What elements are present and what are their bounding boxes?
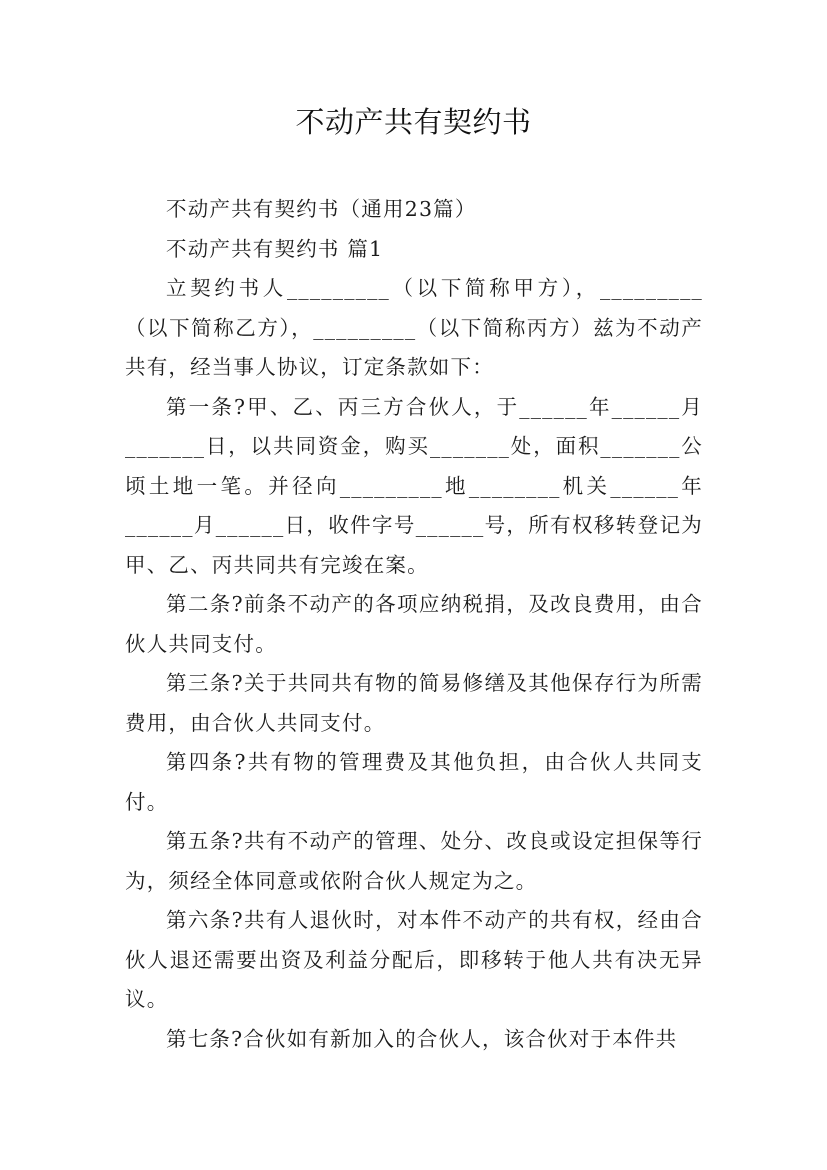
paragraph-article-5: 第五条?共有不动产的管理、处分、改良或设定担保等行为，须经全体同意或依附合伙人规定为之。 bbox=[125, 829, 703, 893]
paragraph-article-7: 第七条?合伙如有新加入的合伙人，该合伙对于本件共 bbox=[166, 1026, 678, 1051]
paragraph-preamble: 立契约书人_________（以下简称甲方），_________（以下简称乙方），_________（以下简称丙方）兹为不动产共有，经当事人协议，订定条款如下： bbox=[125, 276, 703, 379]
paragraph-subtitle: 不动产共有契约书（通用23篇） bbox=[166, 197, 477, 221]
paragraph-article-2: 第二条?前条不动产的各项应纳税捐，及改良费用，由合伙人共同支付。 bbox=[125, 592, 703, 656]
document-body bbox=[125, 190, 703, 1059]
paragraph-article-6: 第六条?共有人退伙时，对本件不动产的共有权，经由合伙人退还需要出资及利益分配后，即移转于他人共有决无异议。 bbox=[125, 908, 703, 1011]
paragraph-article-3: 第三条?关于共同共有物的简易修缮及其他保存行为所需费用，由合伙人共同支付。 bbox=[125, 671, 703, 735]
paragraph-article-1: 第一条?甲、乙、丙三方合伙人，于______年______月_______日，以共同资金，购买_______处，面积_______公顷土地一笔。并径向_________地________机关______年______月______日，收件字号______号，所有权移转登记为甲、乙、丙共同共有完竣在案。 bbox=[125, 394, 703, 577]
paragraph-article-4: 第四条?共有物的管理费及其他负担，由合伙人共同支付。 bbox=[125, 750, 703, 814]
document-title: 不动产共有契约书 bbox=[295, 105, 532, 139]
paragraph-section-heading: 不动产共有契约书 篇1 bbox=[166, 236, 384, 261]
